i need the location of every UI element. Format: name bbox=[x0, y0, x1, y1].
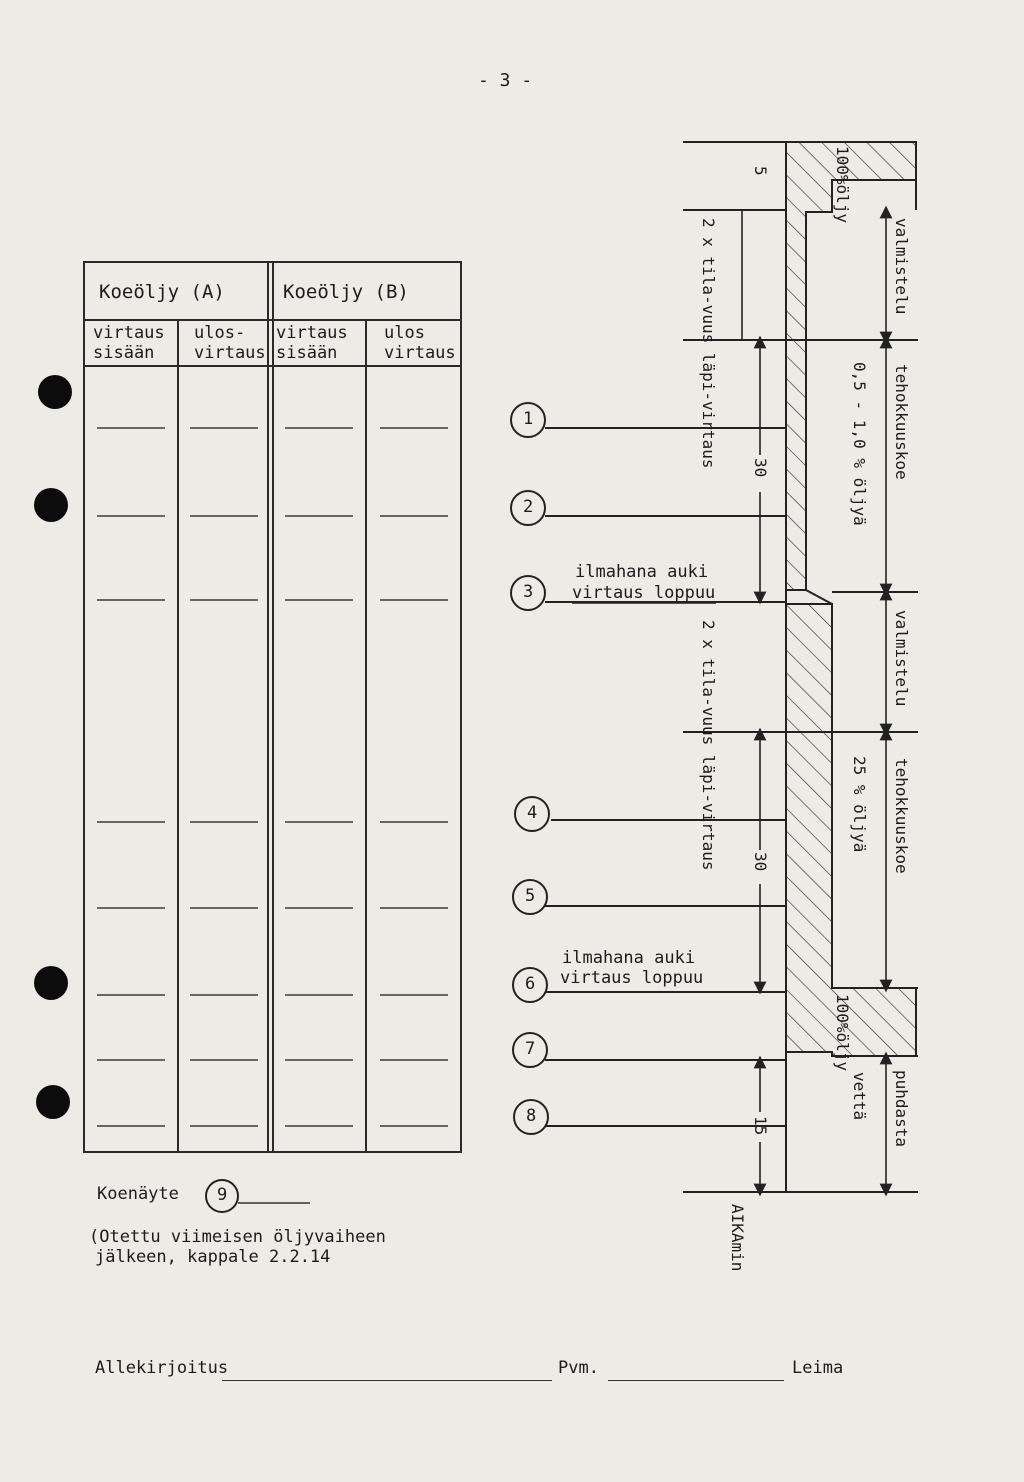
flow-ends-1: virtaus loppuu bbox=[572, 583, 716, 603]
phase-clean-label: puhdasta bbox=[892, 1070, 911, 1148]
air-valve-open-2: ilmahana auki bbox=[562, 948, 696, 968]
sample-number: 9 bbox=[217, 1185, 228, 1205]
phase-efficiency-1: tehokkuuskoe bbox=[892, 364, 911, 480]
column-header-b-out: ulos virtaus bbox=[384, 323, 456, 363]
time-15-label: 15 bbox=[751, 1116, 770, 1136]
point-6-label: 6 bbox=[525, 974, 536, 994]
column-header-a-in: virtaus sisään bbox=[93, 323, 165, 363]
flow-volume-label-1: 2 x tila-vuus läpi-virtaus bbox=[699, 218, 718, 469]
time-30-label-1: 30 bbox=[751, 458, 770, 478]
phase-preparation-2: valmistelu bbox=[892, 610, 911, 707]
oil-low-label: 0,5 - 1,0 % öljyä bbox=[850, 362, 869, 526]
column-header-b-in: virtaus sisään bbox=[276, 323, 348, 363]
point-1-label: 1 bbox=[523, 409, 534, 429]
time-axis-label: AIKAmin bbox=[728, 1204, 747, 1272]
point-5-label: 5 bbox=[525, 886, 536, 906]
flow-volume-label-2: 2 x tila-vuus läpi-virtaus bbox=[699, 620, 718, 871]
group-b-header: Koeöljy (B) bbox=[283, 281, 409, 303]
point-3-label: 3 bbox=[523, 582, 534, 602]
page-number: - 3 - bbox=[478, 70, 533, 91]
time-5-label: 5 bbox=[751, 166, 770, 176]
time-30-label-2: 30 bbox=[751, 852, 770, 872]
point-4-label: 4 bbox=[527, 803, 538, 823]
oil-100-bottom: 100%öljy bbox=[833, 994, 852, 1072]
flow-ends-2: virtaus loppuu bbox=[560, 968, 704, 988]
point-7-label: 7 bbox=[525, 1039, 536, 1059]
oil-25-label: 25 % öljyä bbox=[850, 756, 869, 853]
point-2-label: 2 bbox=[523, 497, 534, 517]
column-header-a-out: ulos- virtaus bbox=[194, 323, 266, 363]
group-a-header: Koeöljy (A) bbox=[99, 281, 225, 303]
phase-efficiency-2: tehokkuuskoe bbox=[892, 758, 911, 874]
sample-label: Koenäyte bbox=[97, 1184, 179, 1204]
signature-label: Allekirjoitus bbox=[95, 1358, 229, 1378]
point-8-label: 8 bbox=[526, 1106, 537, 1126]
signature-field[interactable] bbox=[222, 1378, 552, 1381]
stamp-label: Leima bbox=[792, 1358, 844, 1378]
water-label: vettä bbox=[850, 1072, 869, 1121]
air-valve-open-1: ilmahana auki bbox=[575, 562, 709, 582]
sample-note-line2: jälkeen, kappale 2.2.14 bbox=[95, 1247, 331, 1267]
sample-note-line1: (Otettu viimeisen öljyvaiheen bbox=[89, 1227, 386, 1247]
phase-preparation-1: valmistelu bbox=[892, 218, 911, 315]
date-label: Pvm. bbox=[558, 1358, 599, 1378]
oil-100-top: 100%öljy bbox=[833, 146, 852, 224]
date-field[interactable] bbox=[608, 1378, 784, 1381]
